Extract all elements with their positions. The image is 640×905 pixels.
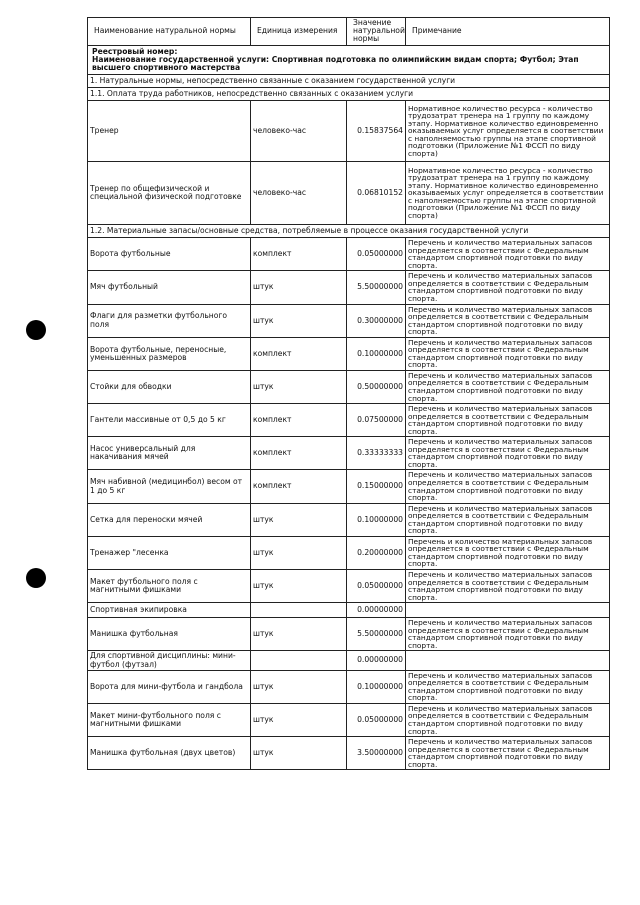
section-1-2-title: 1.2. Материальные запасы/основные средства, потребляемые в процессе оказания государственной услуги [88,225,610,238]
row-note: Нормативное количество ресурса - количество трудозатрат тренера на 1 группу по каждому этапу. Нормативное количество единовременно оказываемых услуг определяется в соответствии с наполняемостью группы на этапе спортивной подготовки (Приложение №1 ФССП по виду спорта) [406,101,610,162]
table-row [88,370,610,403]
header-note: Примечание [406,18,610,46]
row-name: Для спортивной дисциплины: мини-футбол (футзал) [88,651,251,670]
header-value: Значение натуральной нормы [347,18,406,46]
table-row [88,703,610,736]
row-value: 0.07500000 [347,404,406,437]
row-note: Перечень и количество материальных запасов определяется в соответствии с Федеральным стандартом спортивной подготовки по виду спорта. [406,337,610,370]
row-name: Ворота футбольные, переносные, уменьшенных размеров [88,337,251,370]
row-value: 0.05000000 [347,703,406,736]
table-row [88,404,610,437]
row-unit: штук [251,503,347,536]
row-note: Перечень и количество материальных запасов определяется в соответствии с Федеральным стандартом спортивной подготовки по виду спорта. [406,304,610,337]
row-value: 0.15000000 [347,470,406,503]
registry-row [88,45,610,75]
row-name: Макет футбольного поля с магнитными фишками [88,570,251,603]
row-value: 5.50000000 [347,271,406,304]
row-note: Перечень и количество материальных запасов определяется в соответствии с Федеральным стандартом спортивной подготовки по виду спорта. [406,470,610,503]
row-value: 0.30000000 [347,304,406,337]
row-name: Тренер [88,101,251,162]
row-value: 0.05000000 [347,238,406,271]
row-value: 5.50000000 [347,618,406,651]
row-unit: комплект [251,437,347,470]
row-value: 0.10000000 [347,503,406,536]
row-unit: штук [251,271,347,304]
row-name: Гантели массивные от 0,5 до 5 кг [88,404,251,437]
row-note: Перечень и количество материальных запасов определяется в соответствии с Федеральным стандартом спортивной подготовки по виду спорта. [406,536,610,569]
row-name: Стойки для обводки [88,370,251,403]
norms-table [87,17,610,770]
row-value: 0.00000000 [347,603,406,618]
table-row [88,737,610,770]
table-row [88,536,610,569]
row-name: Манишка футбольная [88,618,251,651]
row-name: Ворота для мини-футбола и гандбола [88,670,251,703]
row-unit: штук [251,536,347,569]
row-name: Макет мини-футбольного поля с магнитными фишками [88,703,251,736]
row-name: Манишка футбольная (двух цветов) [88,737,251,770]
row-note: Перечень и количество материальных запасов определяется в соответствии с Федеральным стандартом спортивной подготовки по виду спорта. [406,370,610,403]
row-name: Мяч футбольный [88,271,251,304]
header-unit: Единица измерения [251,18,347,46]
table-row [88,437,610,470]
row-note: Перечень и количество материальных запасов определяется в соответствии с Федеральным стандартом спортивной подготовки по виду спорта. [406,404,610,437]
row-note: Перечень и количество материальных запасов определяется в соответствии с Федеральным стандартом спортивной подготовки по виду спорта. [406,570,610,603]
row-note: Перечень и количество материальных запасов определяется в соответствии с Федеральным стандартом спортивной подготовки по виду спорта. [406,618,610,651]
row-unit: комплект [251,470,347,503]
row-value: 0.06810152 [347,162,406,225]
registry-number: Реестровый номер: [92,46,178,56]
row-unit: штук [251,304,347,337]
section-row [88,75,610,88]
table-row [88,101,610,162]
table-row [88,670,610,703]
row-name: Тренажер "лесенка [88,536,251,569]
table-row [88,337,610,370]
row-note: Перечень и количество материальных запасов определяется в соответствии с Федеральным стандартом спортивной подготовки по виду спорта. [406,238,610,271]
row-note: Перечень и количество материальных запасов определяется в соответствии с Федеральным стандартом спортивной подготовки по виду спорта. [406,670,610,703]
row-unit: человеко-час [251,162,347,225]
row-unit: человеко-час [251,101,347,162]
table-row [88,651,610,670]
row-name: Ворота футбольные [88,238,251,271]
row-name: Спортивная экипировка [88,603,251,618]
row-value: 0.00000000 [347,651,406,670]
row-note [406,603,610,618]
row-note: Перечень и количество материальных запасов определяется в соответствии с Федеральным стандартом спортивной подготовки по виду спорта. [406,737,610,770]
row-value: 0.05000000 [347,570,406,603]
table-row [88,603,610,618]
row-unit [251,651,347,670]
row-name: Насос универсальный для накачивания мячей [88,437,251,470]
row-note: Перечень и количество материальных запасов определяется в соответствии с Федеральным стандартом спортивной подготовки по виду спорта. [406,437,610,470]
row-unit: комплект [251,404,347,437]
table-row [88,238,610,271]
table-row [88,271,610,304]
row-name: Тренер по общефизической и специальной физической подготовке [88,162,251,225]
row-value: 0.33333333 [347,437,406,470]
punch-hole [26,320,46,340]
header-name: Наименование натуральной нормы [88,18,251,46]
row-value: 0.15837564 [347,101,406,162]
row-note: Перечень и количество материальных запасов определяется в соответствии с Федеральным стандартом спортивной подготовки по виду спорта. [406,703,610,736]
row-value: 0.10000000 [347,337,406,370]
table-row [88,470,610,503]
section-1-title: 1. Натуральные нормы, непосредственно связанные с оказанием государственной услуги [88,75,610,88]
row-unit: штук [251,570,347,603]
table-row [88,304,610,337]
row-value: 0.10000000 [347,670,406,703]
row-value: 0.50000000 [347,370,406,403]
row-note [406,651,610,670]
table-row [88,570,610,603]
table-row [88,503,610,536]
row-unit: штук [251,670,347,703]
row-unit: штук [251,618,347,651]
section-1-1-title: 1.1. Оплата труда работников, непосредственно связанных с оказанием услуги [88,88,610,101]
row-unit: штук [251,370,347,403]
row-name: Мяч набивной (медицинбол) весом от 1 до 5 кг [88,470,251,503]
punch-hole [26,568,46,588]
row-note: Нормативное количество ресурса - количество трудозатрат тренера на 1 группу по каждому этапу. Нормативное количество единовременно оказываемых услуг определяется в соответствии с наполняемостью группы на этапе спортивной подготовки (Приложение №1 ФССП по виду спорта) [406,162,610,225]
row-name: Сетка для переноски мячей [88,503,251,536]
row-value: 3.50000000 [347,737,406,770]
row-unit: комплект [251,238,347,271]
row-unit: комплект [251,337,347,370]
table-header-row [88,18,610,46]
document-page [87,17,609,770]
row-unit [251,603,347,618]
row-name: Флаги для разметки футбольного поля [88,304,251,337]
row-note: Перечень и количество материальных запасов определяется в соответствии с Федеральным стандартом спортивной подготовки по виду спорта. [406,503,610,536]
section-row [88,88,610,101]
row-unit: штук [251,737,347,770]
row-note: Перечень и количество материальных запасов определяется в соответствии с Федеральным стандартом спортивной подготовки по виду спорта. [406,271,610,304]
row-value: 0.20000000 [347,536,406,569]
table-row [88,162,610,225]
row-unit: штук [251,703,347,736]
service-name: Наименование государственной услуги: Спортивная подготовка по олимпийским видам спорта; Футбол; Этап высшего спортивного мастерства [92,54,579,72]
table-row [88,618,610,651]
section-row [88,225,610,238]
